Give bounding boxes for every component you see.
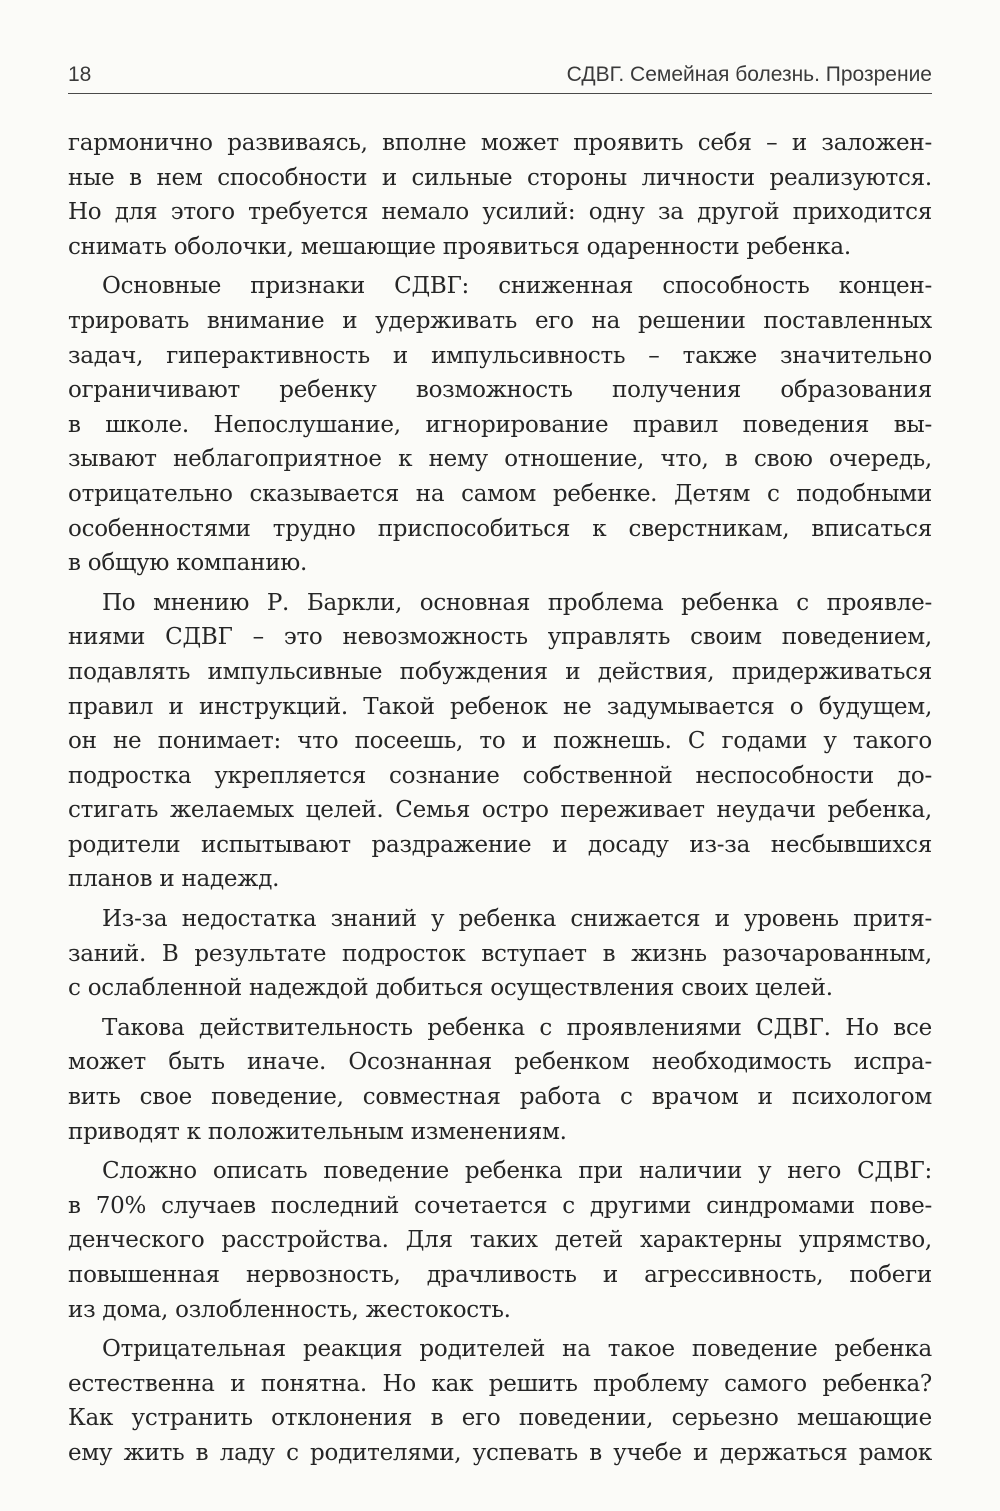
book-title: СДВГ. Семейная болезнь. Прозрение (566, 63, 932, 86)
paragraph-5 (68, 1011, 932, 1149)
text-line: в школе. Непослушание, игнорирование правил поведения вы- (68, 411, 932, 438)
text-line: может быть иначе. Осознанная ребенком необходимость испра- (68, 1049, 932, 1076)
text-line: повышенная нервозность, драчливость и агрессивность, побеги (68, 1262, 932, 1288)
paragraph-6 (68, 1154, 932, 1327)
text-line: подавлять импульсивные побуждения и действия, придерживаться (68, 658, 932, 685)
text-line: ограничивают ребенку возможность получения образования (68, 377, 932, 404)
paragraph-3 (68, 586, 932, 897)
paragraph-7 (68, 1332, 932, 1470)
text-line: Основные признаки СДВГ: сниженная способность концен- (102, 273, 932, 300)
text-line: По мнению Р. Баркли, основная проблема ребенка с проявле- (102, 589, 932, 616)
paragraph-1 (68, 126, 932, 264)
text-line: денческого расстройства. Для таких детей характерны упрямство, (68, 1227, 932, 1254)
text-line: Такова действительность ребенка с проявлениями СДВГ. Но все (102, 1014, 932, 1041)
page-number: 18 (68, 63, 92, 86)
text-line: с ослабленной надеждой добиться осуществления своих целей. (68, 975, 833, 1002)
text-body (68, 126, 932, 1471)
text-line: гармонично развиваясь, вполне может проявить себя – и заложен- (68, 130, 932, 156)
text-line: отрицательно сказывается на самом ребенке. Детям с подобными (68, 480, 932, 507)
text-line: Как устранить отклонения в его поведении, серьезно мешающие (68, 1405, 932, 1432)
text-line: особенностями трудно приспособиться к сверстникам, вписаться (68, 515, 932, 542)
text-line: задач, гиперактивность и импульсивность – также значительно (68, 342, 932, 369)
text-line: планов и надежд. (68, 866, 280, 893)
text-line: он не понимает: что посеешь, то и пожнешь. С годами у такого (68, 728, 932, 755)
text-line: естественна и понятна. Но как решить проблему самого ребенка? (68, 1370, 932, 1397)
paragraph-2 (68, 269, 932, 580)
text-line: в общую компанию. (68, 550, 308, 577)
text-line: из дома, озлобленность, жестокость. (68, 1296, 511, 1323)
text-line: приводят к положительным изменениям. (68, 1118, 567, 1145)
text-line: ему жить в ладу с родителями, успевать в учебе и держаться рамок (68, 1439, 932, 1466)
text-line: Отрицательная реакция родителей на такое поведение ребенка (102, 1336, 932, 1363)
text-line: ниями СДВГ – это невозможность управлять своим поведением, (68, 624, 932, 651)
text-line: правил и инструкций. Такой ребенок не задумывается о будущем, (68, 693, 932, 720)
running-header (68, 63, 932, 94)
text-line: ные в нем способности и сильные стороны личности реализуются. (68, 164, 932, 191)
text-line: Сложно описать поведение ребенка при наличии у него СДВГ: (102, 1158, 932, 1185)
text-line: Но для этого требуется немало усилий: одну за другой приходится (68, 199, 932, 226)
text-line: в 70% случаев последний сочетается с другими синдромами пове- (68, 1192, 932, 1219)
text-line: Из-за недостатка знаний у ребенка снижается и уровень притя- (102, 906, 932, 933)
text-line: зывают неблагоприятное к нему отношение, что, в свою очередь, (68, 446, 932, 473)
text-line: стигать желаемых целей. Семья остро переживает неудачи ребенка, (68, 797, 932, 824)
text-line: заний. В результате подросток вступает в жизнь разочарованным, (68, 940, 932, 967)
text-line: родители испытывают раздражение и досаду из-за несбывшихся (68, 831, 932, 858)
text-line: подростка укрепляется сознание собственной неспособности до- (68, 762, 932, 789)
text-line: вить свое поведение, совместная работа с врачом и психологом (68, 1084, 932, 1111)
text-line: снимать оболочки, мешающие проявиться одаренности ребенка. (68, 233, 851, 260)
text-line: трировать внимание и удерживать его на решении поставленных (68, 307, 932, 334)
paragraph-4 (68, 902, 932, 1006)
